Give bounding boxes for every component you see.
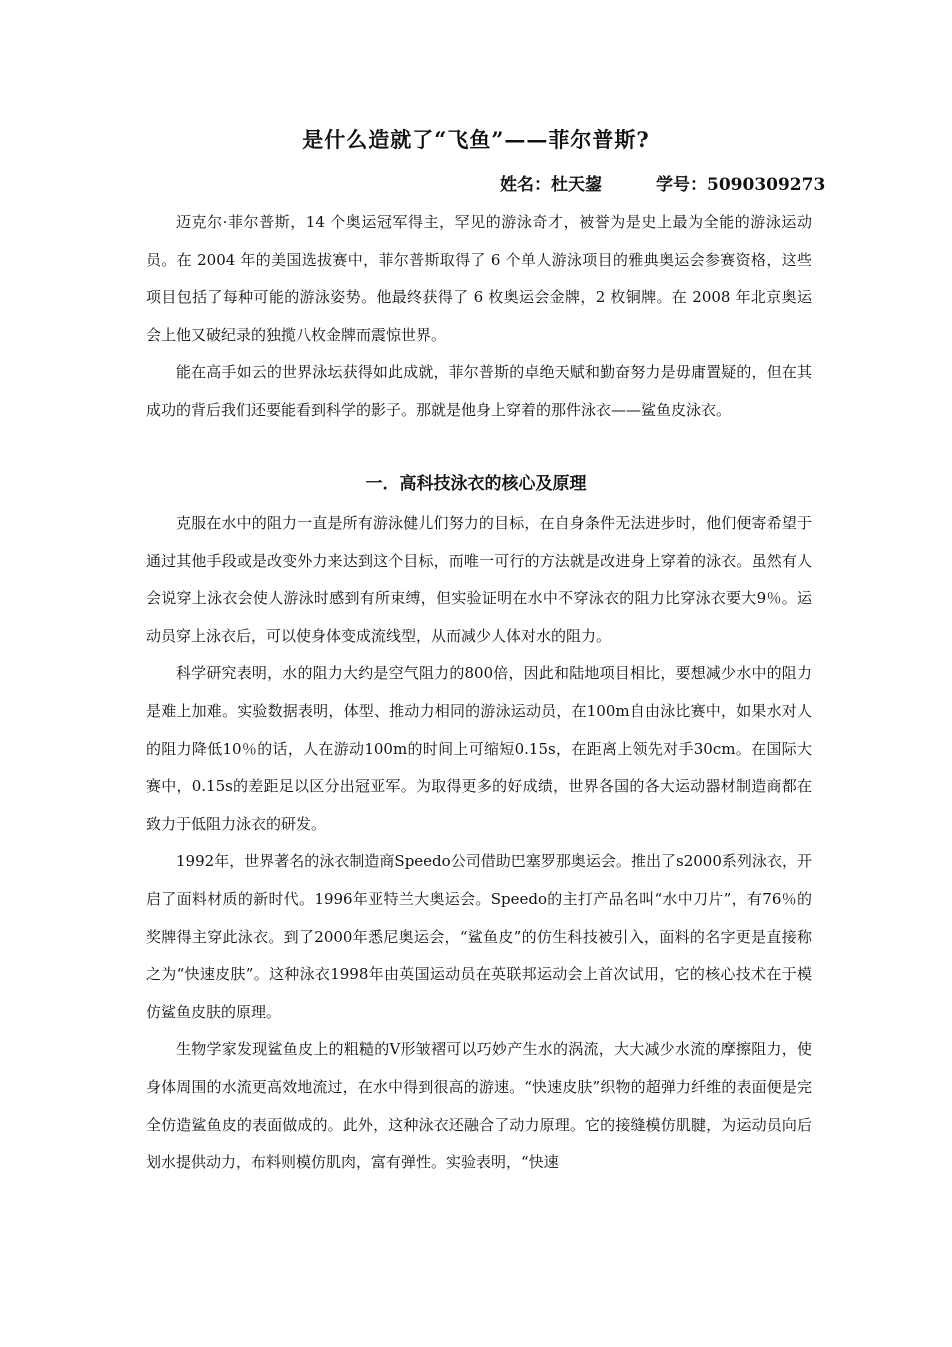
intro-section: [146, 204, 812, 430]
section-heading: 一．高科技泳衣的核心及原理: [365, 474, 587, 494]
paragraph: 科学研究表明，水的阻力大约是空气阻力的800倍，因此和陆地项目相比，要想减少水中的阻力是难上加难。实验数据表明，体型、推动力相同的游泳运动员，在100m自由泳比赛中，如果水对人的阻力降低10％的话，人在游动100m的时间上可缩短0.15s，在距离上领先对手30cm。在国际大赛中，0.15s的差距足以区分出冠亚军。为取得更多的好成绩，世界各国的各大运动器材制造商都在致力于低阻力泳衣的研发。: [146, 664, 812, 833]
paragraph: 生物学家发现鲨鱼皮上的粗糙的V形皱褶可以巧妙产生水的涡流，大大减少水流的摩擦阻力，使身体周围的水流更高效地流过，在水中得到很高的游速。“快速皮肤”织物的超弹力纤维的表面便是完全仿造鲨鱼皮的表面做成的。此外，这种泳衣还融合了动力原理。它的接缝模仿肌腱，为运动员向后划水提供动力，布料则模仿肌肉，富有弹性。实验表明，“快速: [146, 1040, 812, 1172]
document-title: 是什么造就了“飞鱼”——菲尔普斯?: [302, 127, 650, 152]
paragraph: 能在高手如云的世界泳坛获得如此成就，菲尔普斯的卓绝天赋和勤奋努力是毋庸置疑的，但在其成功的背后我们还要能看到科学的影子。那就是他身上穿着的那件泳衣——鲨鱼皮泳衣。: [146, 363, 812, 419]
student-id: 学号：5090309273: [656, 175, 826, 195]
paragraph: 克服在水中的阻力一直是所有游泳健儿们努力的目标，在自身条件无法进步时，他们便寄希望于通过其他手段或是改变外力来达到这个目标，而唯一可行的方法就是改进身上穿着的泳衣。虽然有人会说穿上泳衣会使人游泳时感到有所束缚，但实验证明在水中不穿泳衣的阻力比穿泳衣要大9％。运动员穿上泳衣后，可以使身体变成流线型，从而减少人体对水的阻力。: [146, 514, 812, 645]
paragraph: 1992年，世界著名的泳衣制造商Speedo公司借助巴塞罗那奥运会。推出了s2000系列泳衣，开启了面料材质的新时代。1996年亚特兰大奥运会。Speedo的主打产品名叫“水中刀片”，有76％的奖牌得主穿此泳衣。到了2000年悉尼奥运会，“鲨鱼皮”的仿生科技被引入，面料的名字更是直接称之为“快速皮肤”。这种泳衣1998年由英国运动员在英联邦运动会上首次试用，它的核心技术在于模仿鲨鱼皮肤的原理。: [146, 852, 812, 1021]
student-name: 姓名：杜天鋆: [500, 175, 602, 195]
paragraph: 迈克尔·菲尔普斯，14 个奥运冠军得主，罕见的游泳奇才，被誉为是史上最为全能的游泳运动员。在 2004 年的美国选拔赛中，菲尔普斯取得了 6 个单人游泳项目的雅典奥运会参赛资格，这些项目包括了每种可能的游泳姿势。他最终获得了 6 枚奥运会金牌，2 枚铜牌。在 2008 年北京奥运会上他又破纪录的独揽八枚金牌而震惊世界。: [146, 213, 812, 344]
section-body: [146, 505, 812, 1182]
author-line: [0, 172, 952, 198]
